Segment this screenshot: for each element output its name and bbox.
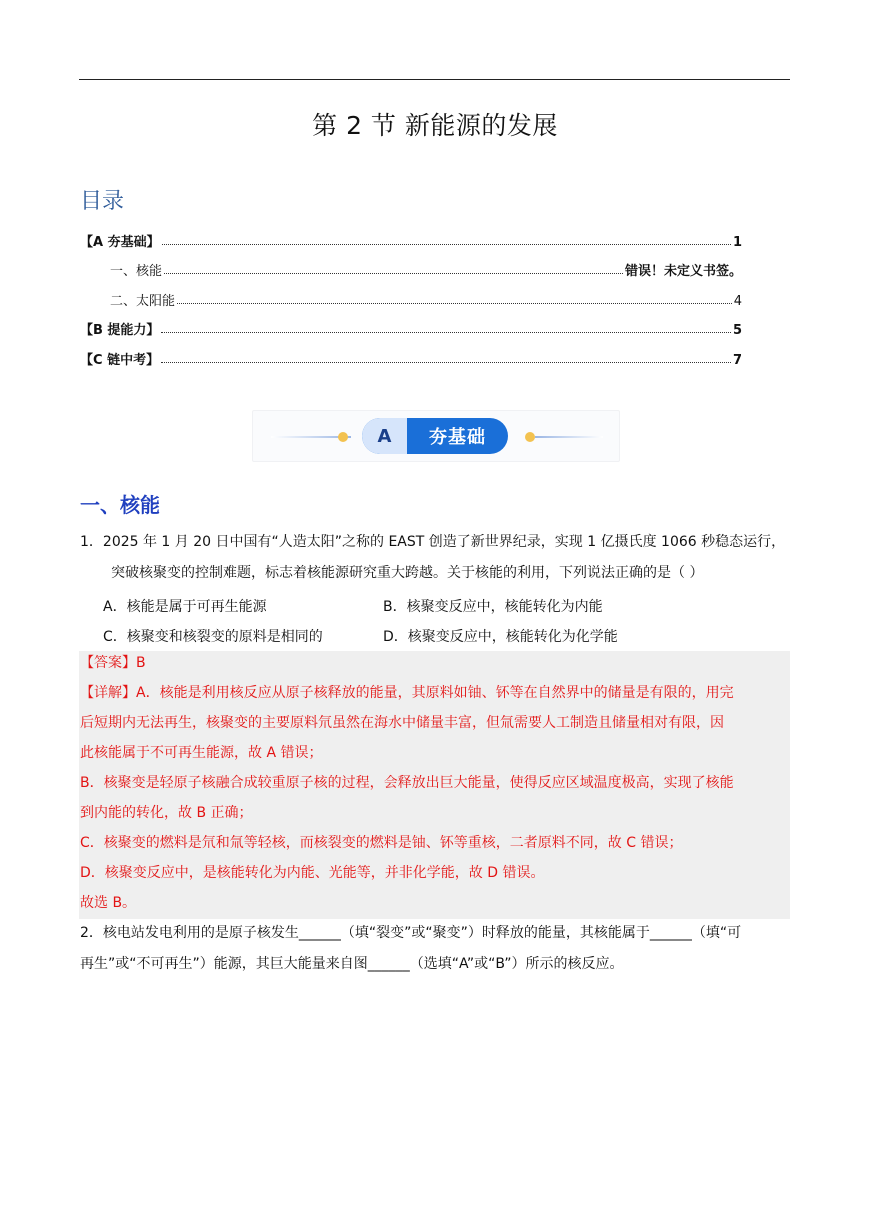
toc-leader-dots [161, 362, 731, 363]
toc-entry-label: 【B 提能力】 [80, 323, 160, 338]
toc-entry-label: 二、太阳能 [110, 294, 176, 309]
answer-detail-line: C．核聚变的燃料是氘和氚等轻核，而核裂变的燃料是铀、钚等重核，二者原料不同，故 C 错误； [80, 835, 683, 851]
answer-detail-line: 【详解】A．核能是利用核反应从原子核释放的能量，其原料如铀、钚等在自然界中的储量是有限的，用完 [80, 685, 734, 701]
toc-entry-b[interactable] [80, 316, 742, 338]
answer-key: 【答案】B [80, 655, 146, 671]
banner-line-right [535, 436, 603, 438]
toc-heading: 目录 [80, 189, 125, 214]
answer-detail-line: 到内能的转化，故 B 正确； [80, 805, 253, 821]
question-1-line-2: 突破核聚变的控制难题，标志着核能源研究重大跨越。关于核能的利用，下列说法正确的是（ ） [111, 565, 704, 581]
toc-entry-nuclear[interactable] [80, 257, 742, 279]
page-title: 第 2 节 新能源的发展 [312, 111, 558, 140]
toc-page-number: 1 [732, 235, 742, 250]
banner-text: 夯基础 [429, 427, 486, 448]
toc-page-number: 7 [732, 353, 742, 368]
section-heading: 一、核能 [80, 493, 160, 517]
toc-leader-dots [177, 303, 732, 304]
answer-detail-line: D．核聚变反应中，是核能转化为内能、光能等，并非化学能，故 D 错误。 [80, 865, 545, 881]
answer-detail-line: 此核能属于不可再生能源，故 A 错误； [80, 745, 323, 761]
question-1-option-a: A．核能是属于可再生能源 [103, 599, 267, 615]
question-2-line-1: 2．核电站发电利用的是原子核发生______（填“裂变”或“聚变”）时释放的能量，其核能属于______（填“可 [80, 925, 742, 941]
header-rule [79, 79, 790, 80]
answer-conclusion: 故选 B。 [80, 895, 137, 911]
answer-detail-line: B．核聚变是轻原子核融合成较重原子核的过程，会释放出巨大能量，使得反应区域温度极高，实现了核能 [80, 775, 734, 791]
toc-leader-dots [162, 244, 731, 245]
toc-entry-label: 【A 夯基础】 [80, 235, 160, 250]
toc-entry-solar[interactable] [80, 287, 742, 309]
banner-letter: A [362, 418, 407, 454]
banner-pill [362, 418, 508, 454]
toc-entry-label: 【C 链中考】 [80, 353, 160, 368]
toc-entry-a[interactable] [80, 228, 742, 250]
toc-leader-dots [164, 273, 623, 274]
toc-page-number: 4 [733, 294, 742, 309]
banner-dot-left [338, 432, 348, 442]
question-2-line-2: 再生”或“不可再生”）能源，其巨大能量来自图______（选填“A”或“B”）所示的核反应。 [80, 956, 624, 972]
section-banner [252, 410, 620, 462]
question-1-line-1: 1．2025 年 1 月 20 日中国有“人造太阳”之称的 EAST 创造了新世界纪录，实现 1 亿摄氏度 1066 秒稳态运行， [80, 534, 786, 550]
toc-page-error: 错误！未定义书签。 [624, 264, 742, 279]
toc-entry-label: 一、核能 [110, 264, 163, 279]
toc-entry-c[interactable] [80, 346, 742, 368]
toc-page-number: 5 [732, 323, 742, 338]
question-1-option-c: C．核聚变和核裂变的原料是相同的 [103, 629, 323, 645]
toc-leader-dots [161, 332, 731, 333]
answer-detail-line: 后短期内无法再生，核聚变的主要原料氘虽然在海水中储量丰富，但氚需要人工制造且储量相对有限，因 [80, 715, 724, 731]
question-1-option-d: D．核聚变反应中，核能转化为化学能 [383, 629, 618, 645]
banner-dot-right [525, 432, 535, 442]
question-1-option-b: B．核聚变反应中，核能转化为内能 [383, 599, 603, 615]
